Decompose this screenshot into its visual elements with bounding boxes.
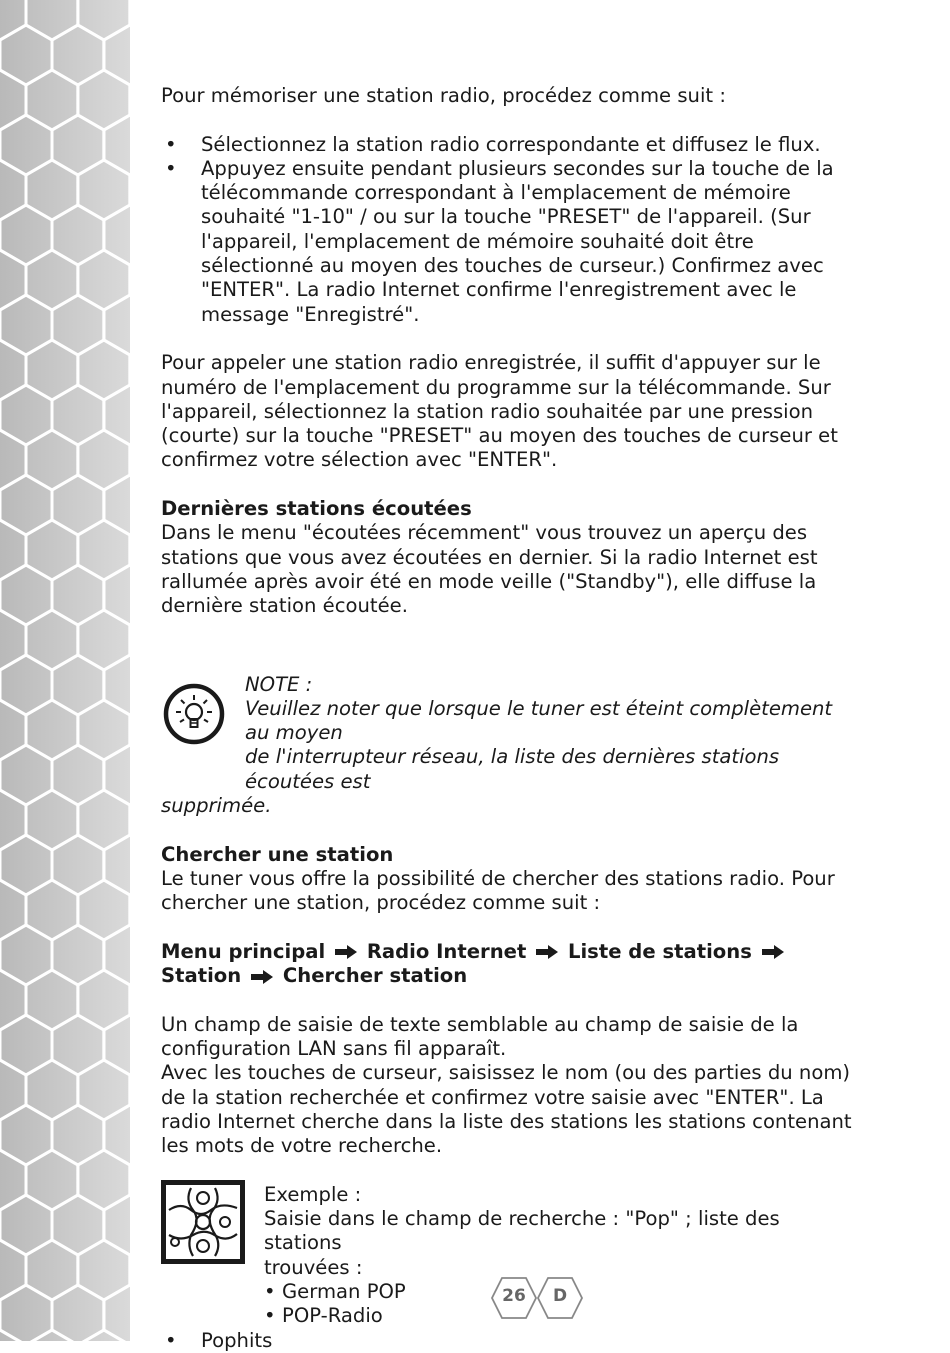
page-number: 26	[492, 1286, 536, 1306]
example-line: Saisie dans le champ de recherche : "Pop" ; liste des stations	[161, 1207, 861, 1256]
station-name: POP-Radio	[282, 1304, 383, 1327]
page-footer	[490, 1277, 586, 1319]
example-line: trouvées :	[161, 1256, 861, 1280]
section-heading-search: Chercher une station	[161, 843, 861, 867]
example-label: Exemple :	[161, 1183, 861, 1207]
path-item: Chercher station	[283, 964, 467, 987]
right-arrow-icon	[251, 970, 273, 984]
note-line: Veuillez noter que lorsque le tuner est éteint complètement au moyen	[161, 697, 861, 746]
station-name: Pophits	[201, 1329, 272, 1352]
path-item: Radio Internet	[367, 940, 527, 963]
bullet-icon: •	[264, 1280, 282, 1304]
bullet-icon: •	[165, 1329, 177, 1353]
search-info-paragraph: Un champ de saisie de texte semblable au champ de saisie de la configuration LAN sans fil apparaît.	[161, 1013, 861, 1062]
bullet-icon: •	[165, 157, 177, 181]
bullet-icon: •	[264, 1304, 282, 1328]
note-line: supprimée.	[161, 794, 861, 818]
hexagon-sidebar-decoration	[0, 0, 130, 1341]
right-arrow-icon	[536, 945, 558, 959]
right-arrow-icon	[762, 945, 784, 959]
recent-paragraph: Dans le menu "écoutées récemment" vous trouvez un aperçu des stations que vous avez écoutées en dernier. Si la radio Internet est rallumée après avoir été en mode veille ("Standby"), elle diffuse la dernière station écoutée.	[161, 521, 861, 618]
list-item	[161, 157, 861, 327]
path-item: Station	[161, 964, 241, 987]
language-code: D	[538, 1286, 582, 1306]
step-text: Sélectionnez la station radio correspondante et diffusez le flux.	[201, 133, 821, 156]
menu-path	[161, 940, 861, 989]
note-block	[161, 673, 861, 819]
puzzle-gears-icon	[161, 1180, 245, 1264]
path-item: Liste de stations	[568, 940, 752, 963]
note-line: de l'interrupteur réseau, la liste des dernières stations écoutées est	[161, 745, 861, 794]
note-label: NOTE :	[161, 673, 861, 697]
recall-paragraph: Pour appeler une station radio enregistrée, il suffit d'appuyer sur le numéro de l'emplacement du programme sur la télécommande. Sur l'appareil, sélectionnez la station radio souhaitée par une pression (courte) sur la touche "PRESET" au moyen des touches de curseur et confirmez votre sélection avec "ENTER".	[161, 351, 861, 472]
path-item: Menu principal	[161, 940, 325, 963]
search-paragraph: Le tuner vous offre la possibilité de chercher des stations radio. Pour chercher une station, procédez comme suit :	[161, 867, 861, 916]
station-name: German POP	[282, 1280, 406, 1303]
right-arrow-icon	[335, 945, 357, 959]
example-block	[161, 1183, 861, 1353]
section-heading-recent: Dernières stations écoutées	[161, 497, 861, 521]
list-item	[161, 133, 861, 157]
lightbulb-icon	[161, 681, 227, 747]
intro-paragraph: Pour mémoriser une station radio, procédez comme suit :	[161, 84, 861, 108]
search-input-paragraph: Avec les touches de curseur, saisissez le nom (ou des parties du nom) de la station recherchée et confirmez votre saisie avec "ENTER". La radio Internet cherche dans la liste des stations les stations contenant les mots de votre recherche.	[161, 1061, 861, 1158]
document-body	[161, 84, 861, 1353]
step-text: Appuyez ensuite pendant plusieurs secondes sur la touche de la télécommande correspondant à l'emplacement de mémoire souhaité "1-10" / ou sur la touche "PRESET" de l'appareil. (Sur l'appareil, l'emplacement de mémoire souhaité doit être sélectionné au moyen des touches de curseur.) Confirmez avec "ENTER". La radio Internet confirme l'enregistrement avec le message "Enregistré".	[201, 157, 834, 326]
bullet-icon: •	[165, 133, 177, 157]
